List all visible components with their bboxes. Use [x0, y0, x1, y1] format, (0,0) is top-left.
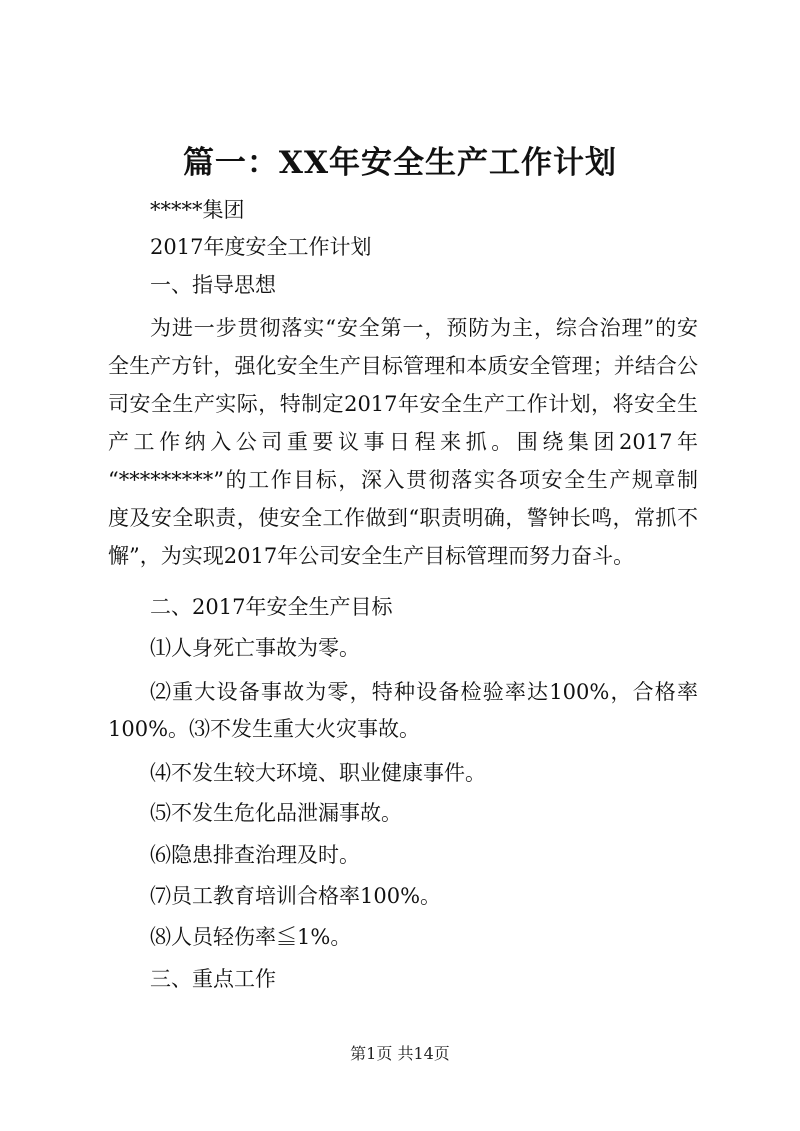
section-heading-key-work: 三、重点工作	[150, 967, 276, 991]
goal-item: ⑻人员轻伤率≦1%。	[150, 925, 352, 949]
page-number: 第1页 共14页	[350, 1044, 450, 1063]
plan-subtitle-line: 2017年度安全工作计划	[150, 235, 372, 259]
paragraph-line: 司安全生产实际，特制定2017年安全生产工作计划，将安全生	[108, 392, 698, 416]
paragraph-line: 懈”，为实现2017年公司安全生产目标管理而努力奋斗。	[108, 544, 635, 568]
paragraph-line: 为进一步贯彻落实“安全第一，预防为主，综合治理”的安	[150, 316, 698, 340]
paragraph-line: 产工作纳入公司重要议事日程来抓。围绕集团2017年	[108, 430, 698, 454]
group-name-line: *****集团	[150, 198, 245, 222]
goal-item: 100%。⑶不发生重大火灾事故。	[108, 717, 421, 741]
goal-item: ⑴人身死亡事故为零。	[150, 636, 360, 660]
paragraph-line: 全生产方针，强化安全生产目标管理和本质安全管理；并结合公	[108, 354, 698, 378]
goal-item: ⑸不发生危化品泄漏事故。	[150, 801, 402, 825]
section-heading-safety-goals: 二、2017年安全生产目标	[150, 595, 393, 619]
document-title: 篇一：XX年安全生产工作计划	[182, 145, 618, 181]
section-heading-guiding-ideology: 一、指导思想	[150, 273, 276, 297]
goal-item: ⑺员工教育培训合格率100%。	[150, 884, 442, 908]
paragraph-line: “*********”的工作目标，深入贯彻落实各项安全生产规章制	[108, 468, 698, 492]
goal-item: ⑷不发生较大环境、职业健康事件。	[150, 761, 486, 785]
goal-item: ⑹隐患排查治理及时。	[150, 843, 360, 867]
goal-item: ⑵重大设备事故为零，特种设备检验率达100%，合格率	[150, 680, 698, 704]
paragraph-line: 度及安全职责，使安全工作做到“职责明确，警钟长鸣，常抓不	[108, 506, 698, 530]
